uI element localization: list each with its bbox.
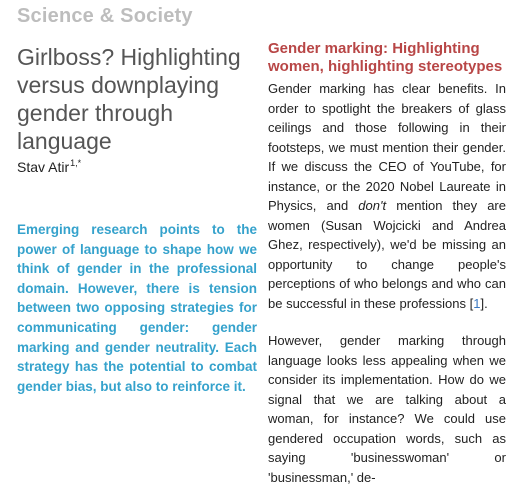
reference-link[interactable]: 1 <box>473 295 481 311</box>
body-paragraph-1: Gender marking has clear benefits. In order to spotlight the breakers of glass ceilings and those following in their footsteps, we must mention their gender. If we discuss the CEO of YouTube, for instance, or the 2020 Nobel Laureate in Physics, and don't mention they are women (Susan Wojcicki and Andrea Ghez, respectively), we'd be missing an opportunity to change people's perceptions of who belongs and who can be successful in these professions [1]. <box>268 81 506 311</box>
section-label: Science & Society <box>17 5 193 27</box>
author-name: Stav Atir <box>17 159 70 175</box>
author-line <box>17 158 81 175</box>
article-title: Girlboss? Highlighting versus downplaying gender through language <box>17 44 241 154</box>
section-heading: Gender marking: Highlighting women, highlighting stereotypes <box>268 40 503 75</box>
author-affiliation-marks: 1,* <box>70 158 82 168</box>
body-column <box>268 40 506 487</box>
emphasis: don't <box>358 198 387 213</box>
abstract: Emerging research points to the power of language to shape how we think of gender in the professional domain. However, there is tension between two opposing strategies for communicating gender: gender marking and gender neutrality. Each strategy has the potential to combat gender bias, but also to reinforce it. <box>17 222 257 394</box>
body-paragraph-2: However, gender marking through language looks less appealing when we consider its implementation. How do we signal that we are talking about a woman, for instance? We could use gendered occupation words, such as saying 'businesswoman' or 'businessman,' de- <box>268 333 506 485</box>
